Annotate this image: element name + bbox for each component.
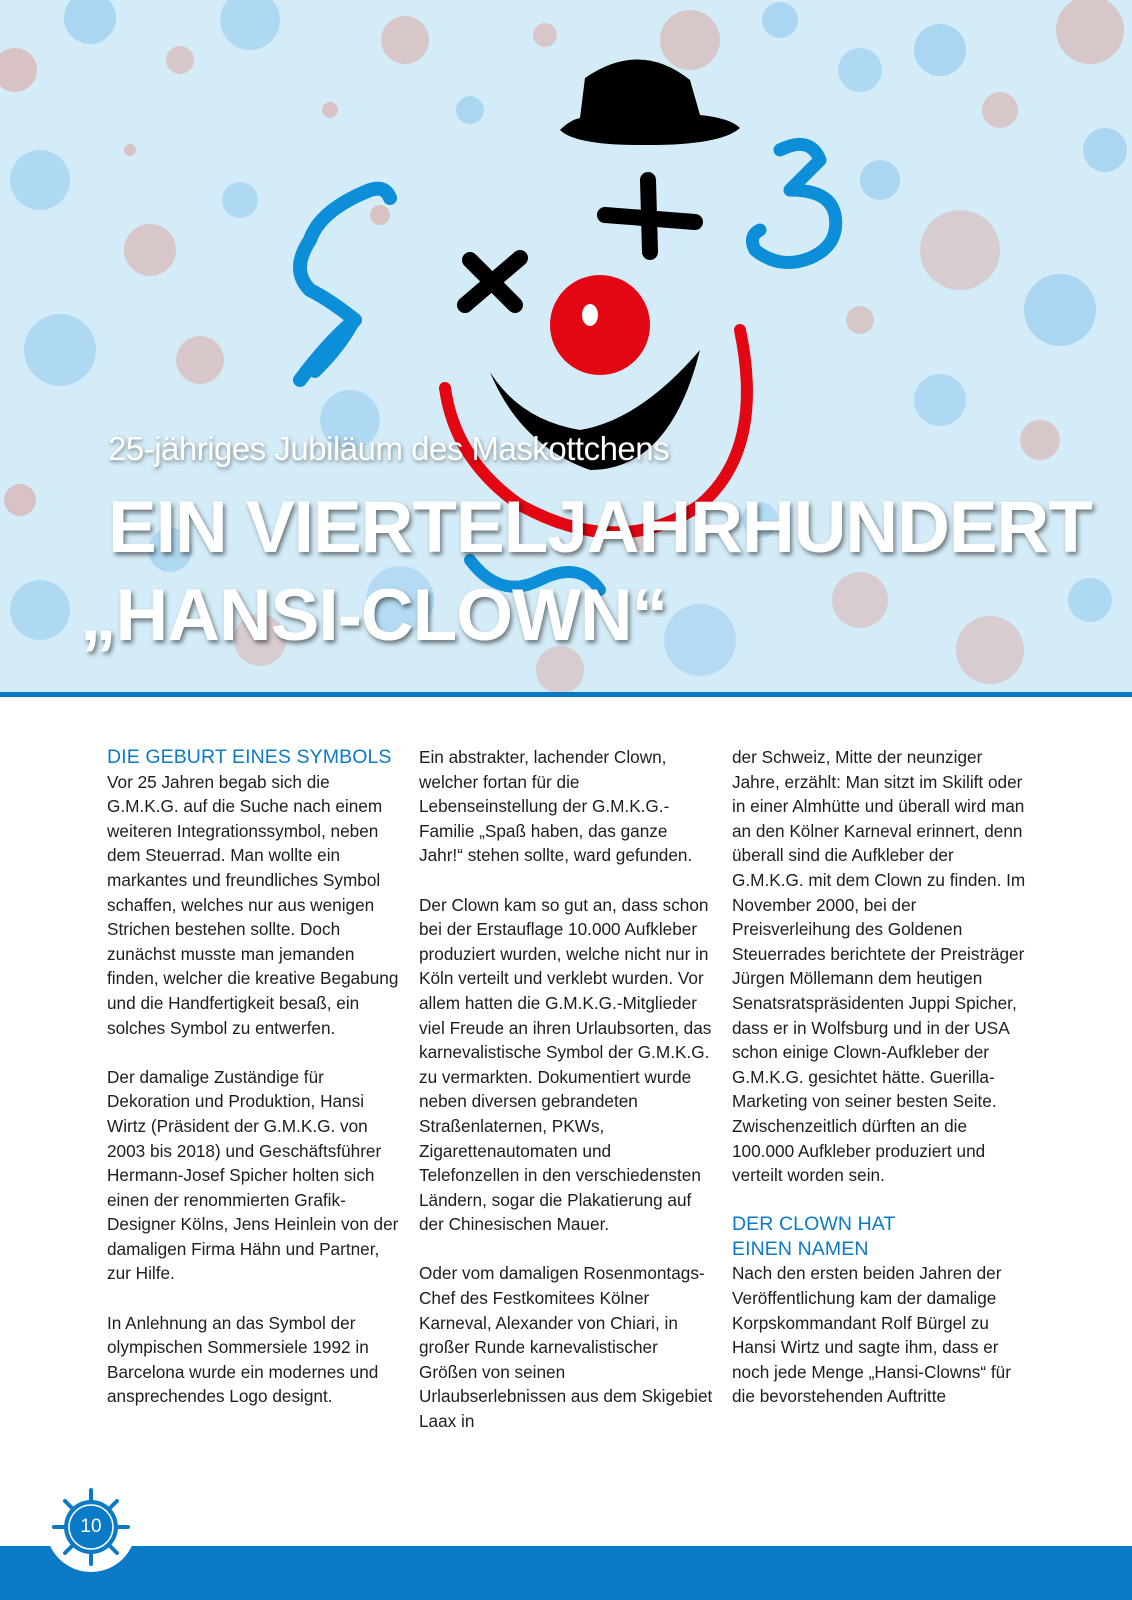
section-heading-birth: DIE GEBURT EINES SYMBOLS — [107, 746, 392, 768]
paragraph: Vor 25 Jahren begab sich die G.M.K.G. auf die Suche nach einem weiteren Integrationssymbol, neben dem Steuerrad. Man wollte ein markantes und freundliches Symbol schaffen, welches nur aus wenigen Strichen bestehen sollte. Doch zunächst musste man jemanden finden, welcher die kreative Begabung und die Handfertigkeit besaß, ein solches Symbol zu entwerfen. — [107, 771, 399, 1038]
paragraph: Oder vom damaligen Rosenmontags-Chef des Festkomitees Kölner Karneval, Alexander von Chiari, in großer Runde karnevalistischer Größen von seinen Urlaubserlebnissen aus dem Skigebiet Laax in — [419, 1263, 713, 1432]
paragraph: In Anlehnung an das Symbol der olympischen Sommersiele 1992 in Barcelona wurde ein modernes und ansprechendes Logo designt. — [107, 1312, 379, 1407]
paragraph: Ein abstrakter, lachender Clown, welcher fortan für die Lebenseinstellung der G.M.K.G.-Familie „Spaß haben, das ganze Jahr!“ stehen sollte, ward gefunden. — [419, 747, 693, 866]
paragraph: Nach den ersten beiden Jahren der Veröffentlichung kam der damalige Korpskommandant Rolf Bürgel zu Hansi Wirtz und sagte ihm, dass er noch jede Menge „Hansi-Clowns“ für die bevorstehenden Auftritte — [732, 1263, 1011, 1407]
section-heading-line-2: EINEN NAMEN — [732, 1237, 869, 1260]
headline-line-2: „HANSI-CLOWN“ — [80, 575, 668, 656]
footer-bar — [0, 1546, 1132, 1600]
hero-divider — [0, 692, 1132, 697]
article-column-2 — [419, 745, 714, 1458]
paragraph: Der Clown kam so gut an, dass schon bei der Erstauflage 10.000 Aufkleber produziert wurden, welche nicht nur in Köln verteilt und verklebt wurden. Vor allem hatten die G.M.K.G.-Mitglieder viel Freude an ihren Urlaubsorten, das karnevalistische Symbol der G.M.K.G. zu vermarkten. Dokumentiert wurde neben diversen gebrandeten Straßenlaternen, PKWs, Zigarettenautomaten und Telefonzellen in den verschiedensten Ländern, sogar die Plakatierung auf der Chinesischen Mauer. — [419, 894, 712, 1235]
kicker-title: 25-jähriges Jubiläum des Maskottchens — [108, 430, 670, 467]
section-heading-name — [732, 1212, 1027, 1261]
article-column-1 — [107, 745, 402, 1434]
headline-line-1: EIN VIERTELJAHRHUNDERT — [108, 487, 1092, 568]
section-heading-line-1: DER CLOWN HAT — [732, 1213, 896, 1236]
paragraph: der Schweiz, Mitte der neunziger Jahre, erzählt: Man sitzt im Skilift oder in einer Almhütte und überall wird man an den Kölner Karneval erinnert, denn überall sind die Aufkleber der G.M.K.G. mit dem Clown zu finden. Im November 2000, bei der Preisverleihung des Goldenen Steuerrades berichtete der Preisträger Jürgen Möllemann dem heutigen Senatsratspräsidenten Juppi Spicher, dass er in Wolfsburg und in der USA schon einige Clown-Aufkleber der G.M.K.G. gesichtet hätte. Guerilla-Marketing von seiner besten Seite. Zwischenzeitlich dürften an die 100.000 Aufkleber produziert und verteilt worden sein. — [732, 747, 1026, 1186]
paragraph: Der damalige Zuständige für Dekoration und Produktion, Hansi Wirtz (Präsident der G.M.K.G. von 2003 bis 2018) und Geschäftsführer Hermann-Josef Spicher holten sich einen der renommierten Grafik-Designer Kölns, Jens Heinlein von der damaligen Firma Hähn und Partner, zur Hilfe. — [107, 1066, 399, 1284]
page-number: 10 — [80, 1516, 102, 1537]
hero-banner — [0, 0, 1132, 695]
article-column-3 — [732, 745, 1027, 1434]
headline — [80, 484, 1120, 660]
